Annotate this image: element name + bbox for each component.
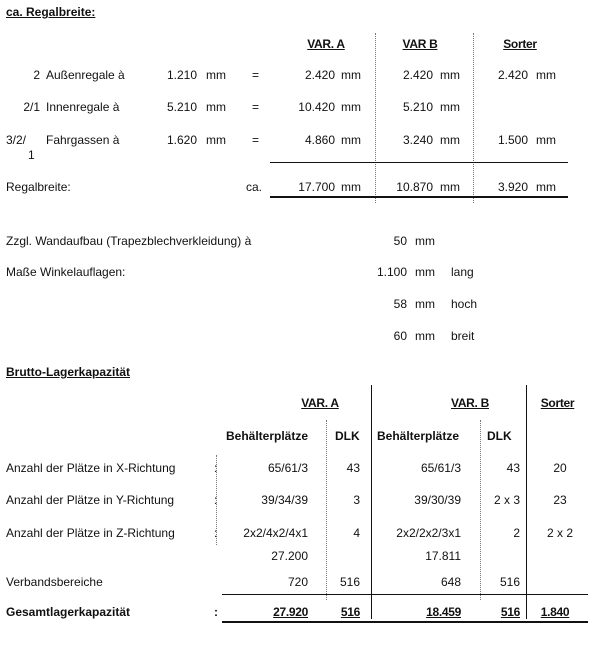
capacity-row-label: Anzahl der Plätze in X-Richtung: [6, 461, 176, 475]
total-var-a-unit: mm: [341, 180, 361, 194]
total-sorter-unit: mm: [536, 180, 556, 194]
angle-value: 60: [393, 329, 407, 343]
subheader-dlk: DLK: [335, 429, 360, 443]
column-separator: [473, 33, 474, 203]
capacity-a-dlk: 4: [353, 526, 360, 540]
gesamt-a-dlk: 516: [340, 605, 360, 619]
capacity-sorter: 2 x 2: [546, 526, 573, 540]
header-sorter: Sorter: [540, 396, 575, 410]
row-var-b-unit: mm: [440, 68, 460, 82]
column-separator: [480, 420, 481, 600]
row-label: Fahrgassen à: [46, 133, 120, 147]
gesamt-a-bp: 27.920: [273, 605, 308, 619]
angle-value: 58: [393, 297, 407, 311]
angle-desc: lang: [451, 265, 474, 279]
row-label: Außenregale à: [46, 68, 125, 82]
total-var-b-unit: mm: [440, 180, 460, 194]
row-var-b-unit: mm: [440, 100, 460, 114]
row-unit: mm: [206, 100, 226, 114]
subtotal-b-bp: 17.811: [425, 549, 461, 563]
gesamt-sep: :: [214, 605, 218, 619]
row-var-a: 10.420: [298, 100, 335, 114]
sum-line: [270, 162, 568, 163]
row-count: 2/1: [23, 100, 40, 114]
row-unit: mm: [206, 68, 226, 82]
row-var-a: 4.860: [304, 133, 335, 147]
row-width: 1.210: [166, 68, 197, 82]
total-sorter: 3.920: [497, 180, 528, 194]
angle-unit: mm: [415, 297, 435, 311]
column-separator: [326, 420, 327, 600]
capacity-b-dlk: 2 x 3: [493, 493, 520, 507]
header-var-a: VAR. A: [301, 396, 339, 410]
row-var-b-unit: mm: [440, 133, 460, 147]
column-divider: [526, 385, 527, 619]
total-double-line: [270, 196, 568, 198]
row-count: 2: [33, 68, 40, 82]
gesamt-double-line: [222, 621, 588, 623]
angle-unit: mm: [415, 329, 435, 343]
capacity-row-label: Anzahl der Plätze in Y-Richtung: [6, 493, 175, 507]
total-prefix: ca.: [246, 180, 263, 194]
row-width: 5.210: [166, 100, 197, 114]
row-var-a: 2.420: [304, 68, 335, 82]
total-var-b: 10.870: [396, 180, 433, 194]
verbund-b-bp: 648: [440, 575, 461, 589]
row-equals: =: [252, 100, 260, 114]
header-var-b: VAR B: [402, 37, 438, 51]
subheader-dlk: DLK: [487, 429, 512, 443]
capacity-b-bp: 2x2/2x2/3x1: [396, 526, 461, 540]
row-var-b: 2.420: [402, 68, 433, 82]
angle-desc: breit: [451, 329, 475, 343]
capacity-sorter: 20: [553, 461, 567, 475]
wall-label: Zzgl. Wandaufbau (Trapezblechverkleidung) à: [6, 234, 252, 248]
row-var-b: 3.240: [402, 133, 433, 147]
row-sorter: 2.420: [497, 68, 528, 82]
capacity-row-sep: :: [214, 493, 218, 507]
row-equals: =: [252, 133, 260, 147]
verbund-a-dlk: 516: [339, 575, 360, 589]
subheader-behaelterplaetze: Behälterplätze: [226, 429, 309, 443]
capacity-a-bp: 39/34/39: [261, 493, 308, 507]
gesamt-b-bp: 18.459: [426, 605, 461, 619]
capacity-row-sep: :: [214, 526, 218, 540]
row-sorter-unit: mm: [536, 133, 556, 147]
capacity-b-bp: 65/61/3: [420, 461, 461, 475]
row-var-b: 5.210: [402, 100, 433, 114]
capacity-a-bp: 65/61/3: [267, 461, 308, 475]
capacity-b-bp: 39/30/39: [414, 493, 461, 507]
section-title-regalbreite: ca. Regalbreite:: [6, 5, 96, 19]
row-count-continued: 1: [28, 148, 35, 162]
row-var-a-unit: mm: [341, 100, 361, 114]
row-unit: mm: [206, 133, 226, 147]
capacity-sorter: 23: [553, 493, 567, 507]
verbund-a-bp: 720: [287, 575, 308, 589]
subtotal-a-bp: 27.200: [271, 549, 308, 563]
row-var-a-unit: mm: [341, 133, 361, 147]
header-sorter: Sorter: [503, 37, 537, 51]
header-var-b: VAR. B: [451, 396, 489, 410]
angle-desc: hoch: [451, 297, 478, 311]
total-line: [222, 594, 588, 595]
capacity-b-dlk: 2: [513, 526, 520, 540]
wall-unit: mm: [415, 234, 435, 248]
angle-unit: mm: [415, 265, 435, 279]
angle-value: 1.100: [376, 265, 407, 279]
verbund-b-dlk: 516: [499, 575, 520, 589]
gesamt-sorter: 1.840: [540, 605, 570, 619]
total-var-a: 17.700: [298, 180, 335, 194]
header-var-a: VAR. A: [307, 37, 345, 51]
capacity-row-label: Anzahl der Plätze in Z-Richtung: [6, 526, 175, 540]
angle-label: Maße Winkelauflagen:: [6, 265, 126, 279]
wall-value: 50: [393, 234, 407, 248]
row-var-a-unit: mm: [341, 68, 361, 82]
section-title-lagerkapazitaet: Brutto-Lagerkapazität: [6, 365, 131, 379]
column-separator: [375, 33, 376, 203]
capacity-a-bp: 2x2/4x2/4x1: [243, 526, 308, 540]
row-sorter-unit: mm: [536, 68, 556, 82]
gesamt-label: Gesamtlagerkapazität: [6, 605, 131, 619]
gesamt-b-dlk: 516: [500, 605, 520, 619]
row-equals: =: [252, 68, 260, 82]
capacity-a-dlk: 3: [353, 493, 360, 507]
row-sorter: 1.500: [497, 133, 528, 147]
capacity-b-dlk: 43: [506, 461, 520, 475]
row-label: Innenregale à: [46, 100, 120, 114]
row-count: 3/2/: [6, 133, 27, 147]
capacity-a-dlk: 43: [346, 461, 360, 475]
subheader-behaelterplaetze: Behälterplätze: [377, 429, 460, 443]
column-divider: [371, 385, 372, 619]
total-label: Regalbreite:: [6, 180, 71, 194]
verbund-label: Verbandsbereiche: [6, 575, 103, 589]
capacity-row-sep: :: [214, 461, 218, 475]
row-width: 1.620: [166, 133, 197, 147]
